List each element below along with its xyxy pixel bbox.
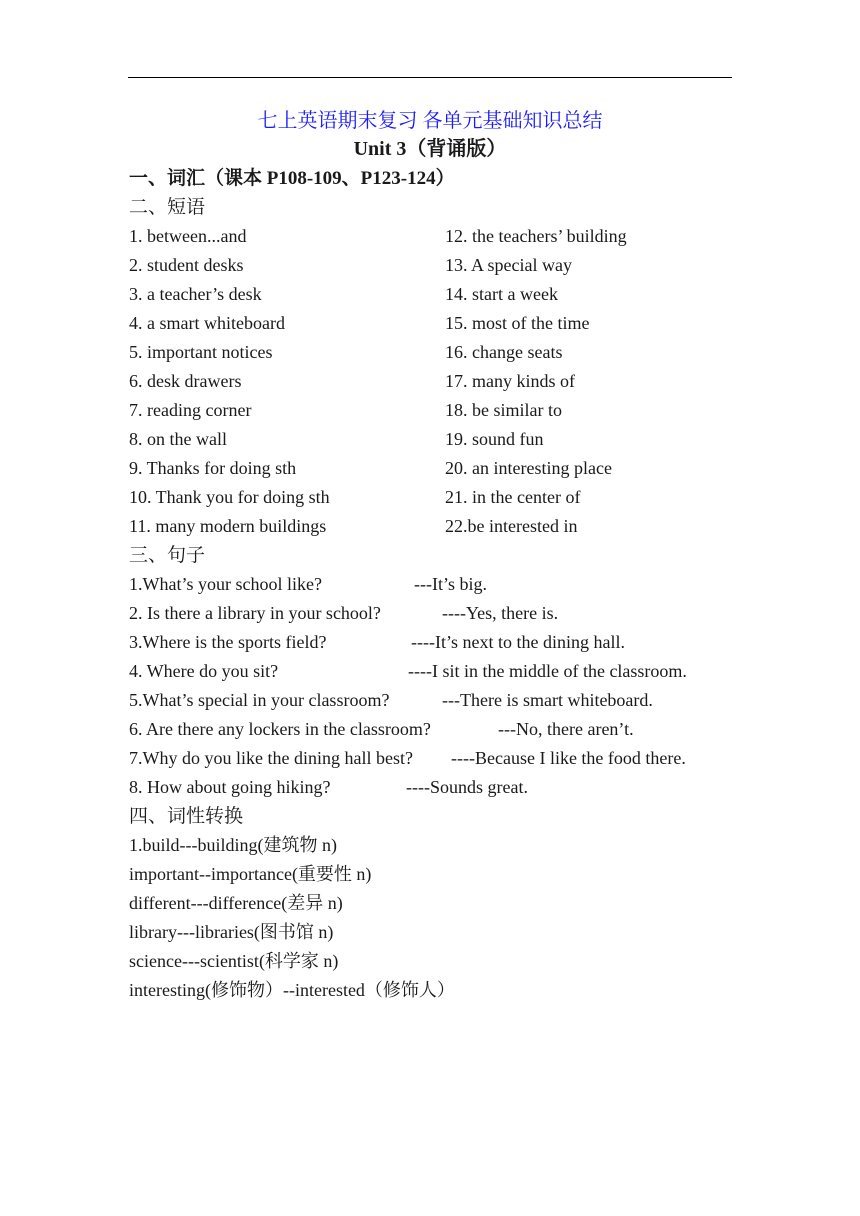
phrase-row bbox=[129, 251, 769, 280]
wordform-item: different---difference(差异 n) bbox=[129, 893, 343, 913]
wordform-list bbox=[129, 831, 769, 1005]
phrase-list bbox=[129, 222, 769, 541]
phrase-row bbox=[129, 483, 769, 512]
sentence-row bbox=[129, 599, 769, 628]
sentence-question: 7.Why do you like the dining hall best? bbox=[129, 748, 413, 768]
phrase-item: 18. be similar to bbox=[445, 400, 562, 420]
phrase-row bbox=[129, 280, 769, 309]
sentence-question: 6. Are there any lockers in the classroom? bbox=[129, 719, 431, 739]
phrase-item: 2. student desks bbox=[129, 255, 244, 275]
phrase-item: 4. a smart whiteboard bbox=[129, 313, 285, 333]
phrase-item: 14. start a week bbox=[445, 284, 558, 304]
phrase-row bbox=[129, 512, 769, 541]
sentence-row bbox=[129, 744, 769, 773]
phrase-item: 12. the teachers’ building bbox=[445, 226, 627, 246]
phrase-row bbox=[129, 309, 769, 338]
section-heading-wordforms: 四、词性转换 bbox=[129, 806, 244, 827]
section-heading-phrases: 二、短语 bbox=[129, 197, 206, 218]
sentence-answer: ----It’s next to the dining hall. bbox=[411, 632, 625, 652]
phrase-row bbox=[129, 396, 769, 425]
phrase-row bbox=[129, 222, 769, 251]
header-rule bbox=[128, 77, 732, 78]
sentence-answer: ---It’s big. bbox=[414, 574, 487, 594]
wordform-item: library---libraries(图书馆 n) bbox=[129, 922, 334, 942]
phrase-item: 5. important notices bbox=[129, 342, 273, 362]
sentence-row bbox=[129, 686, 769, 715]
phrase-item: 20. an interesting place bbox=[445, 458, 612, 478]
wordform-item: 1.build---building(建筑物 n) bbox=[129, 835, 337, 855]
phrase-item: 1. between...and bbox=[129, 226, 247, 246]
sentence-row bbox=[129, 570, 769, 599]
phrase-item: 16. change seats bbox=[445, 342, 563, 362]
phrase-item: 8. on the wall bbox=[129, 429, 227, 449]
sentence-question: 3.Where is the sports field? bbox=[129, 632, 327, 652]
section-heading-vocab: 一、词汇（课本 P108-109、P123-124） bbox=[129, 168, 455, 189]
phrase-item: 11. many modern buildings bbox=[129, 516, 327, 536]
phrase-item: 10. Thank you for doing sth bbox=[129, 487, 330, 507]
phrase-item: 21. in the center of bbox=[445, 487, 581, 507]
phrase-item: 3. a teacher’s desk bbox=[129, 284, 262, 304]
sentence-answer: ----Because I like the food there. bbox=[451, 748, 686, 768]
wordform-item: important--importance(重要性 n) bbox=[129, 864, 372, 884]
sentence-row bbox=[129, 657, 769, 686]
phrase-item: 22.be interested in bbox=[445, 516, 578, 536]
document-subtitle: Unit 3（背诵版） bbox=[353, 138, 507, 160]
sentence-answer: ----Yes, there is. bbox=[442, 603, 559, 623]
document-title: 七上英语期末复习 各单元基础知识总结 bbox=[257, 110, 603, 132]
sentence-row bbox=[129, 628, 769, 657]
phrase-row bbox=[129, 425, 769, 454]
sentence-answer: ---No, there aren’t. bbox=[498, 719, 634, 739]
phrase-item: 13. A special way bbox=[445, 255, 572, 275]
sentence-list bbox=[129, 570, 769, 802]
wordform-item: science---scientist(科学家 n) bbox=[129, 951, 339, 971]
sentence-question: 4. Where do you sit? bbox=[129, 661, 279, 681]
phrase-item: 15. most of the time bbox=[445, 313, 590, 333]
document-body bbox=[129, 164, 769, 1005]
sentence-question: 1.What’s your school like? bbox=[129, 574, 322, 594]
phrase-item: 9. Thanks for doing sth bbox=[129, 458, 297, 478]
phrase-item: 19. sound fun bbox=[445, 429, 544, 449]
section-heading-sentences: 三、句子 bbox=[129, 545, 206, 566]
sentence-row bbox=[129, 715, 769, 744]
sentence-answer: ----Sounds great. bbox=[406, 777, 528, 797]
phrase-row bbox=[129, 367, 769, 396]
sentence-question: 2. Is there a library in your school? bbox=[129, 603, 381, 623]
phrase-row bbox=[129, 454, 769, 483]
phrase-item: 17. many kinds of bbox=[445, 371, 575, 391]
sentence-question: 8. How about going hiking? bbox=[129, 777, 331, 797]
sentence-answer: ----I sit in the middle of the classroom. bbox=[408, 661, 687, 681]
sentence-row bbox=[129, 773, 769, 802]
phrase-row bbox=[129, 338, 769, 367]
phrase-item: 6. desk drawers bbox=[129, 371, 242, 391]
wordform-item: interesting(修饰物）--interested（修饰人） bbox=[129, 980, 455, 1000]
sentence-question: 5.What’s special in your classroom? bbox=[129, 690, 390, 710]
phrase-item: 7. reading corner bbox=[129, 400, 252, 420]
sentence-answer: ---There is smart whiteboard. bbox=[442, 690, 653, 710]
